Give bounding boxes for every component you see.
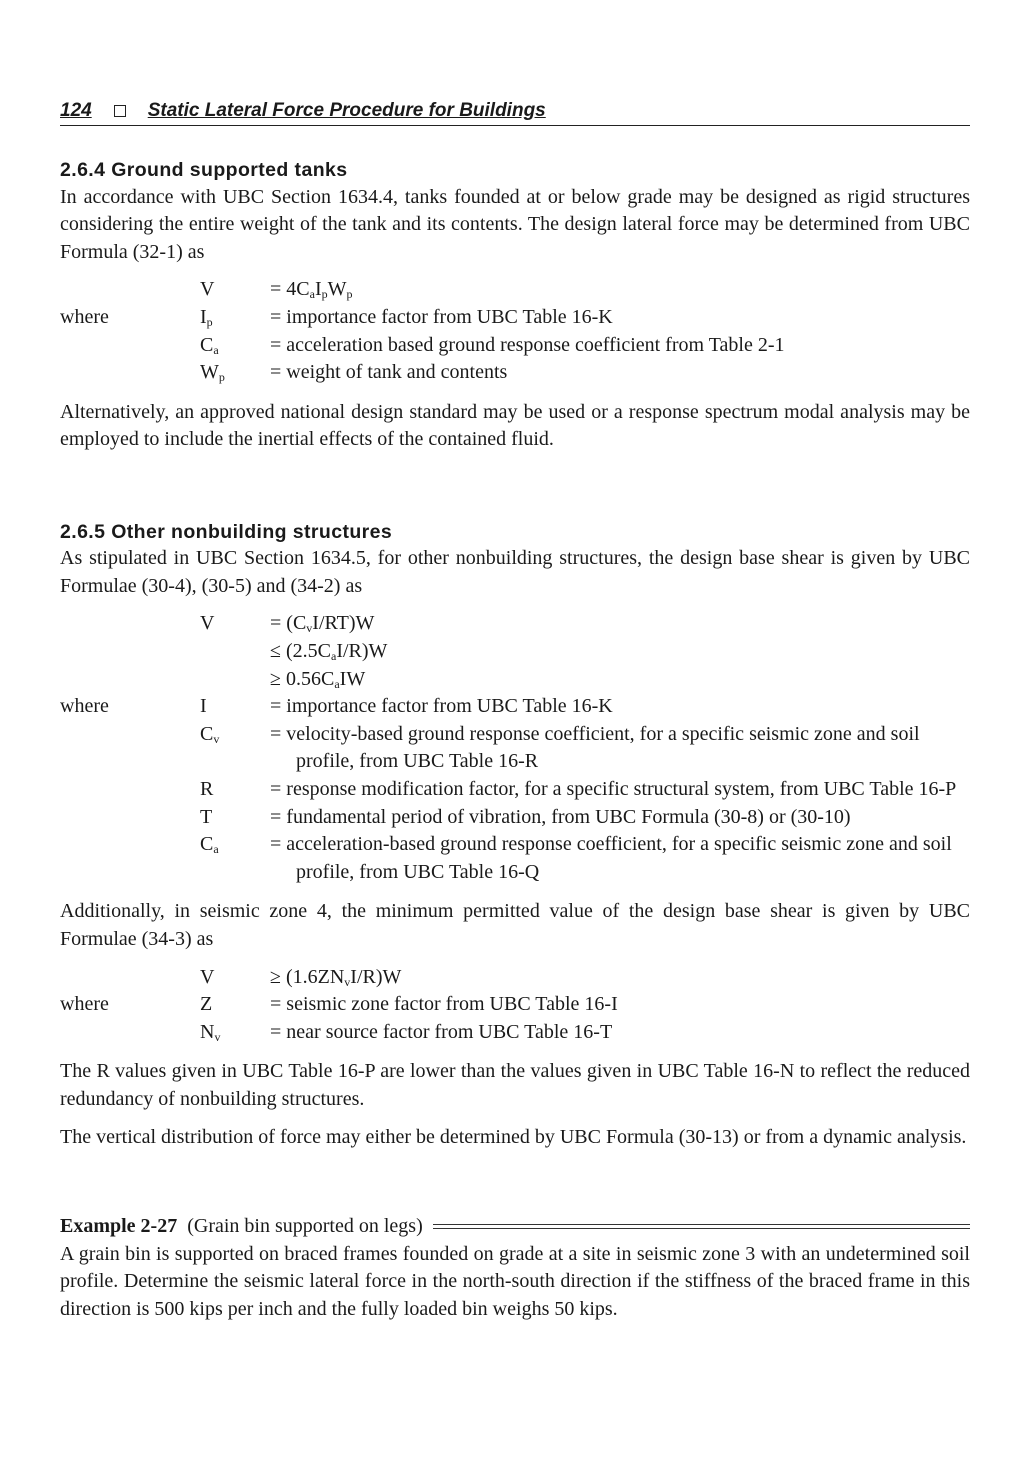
equation-row: where Z = seismic zone factor from UBC Table 16-I	[60, 991, 970, 1019]
equation-row: V = $4C_aI_pW_p$	[200, 278, 353, 302]
where-label: where	[60, 993, 109, 1016]
section-intro: In accordance with UBC Section 1634.4, tanks founded at or below grade may be designed as rigid structures considering the entire weight of the tank and its contents. The design lateral force may be determined from UBC Formula (32-1) as	[60, 185, 970, 263]
where-label: where	[60, 305, 109, 328]
equation-row: R = response modification factor, for a specific structural system, from UBC Table 16-P	[200, 778, 957, 800]
example-rule	[433, 1224, 970, 1229]
equation-block	[60, 964, 970, 1047]
section-intro: As stipulated in UBC Section 1634.5, for other nonbuilding structures, the design base shear is given by UBC Formulae (30-4), (30-5) and (34-2) as	[60, 547, 970, 597]
equation-row: where $I_p$ = importance factor from UBC Table 16-K	[60, 304, 970, 332]
section-heading: 2.6.4 Ground supported tanks	[60, 159, 348, 182]
equation-row: $C_v$ = velocity-based ground response coefficient, for a specific seismic zone and soil profile, from UBC Table 16-R	[200, 722, 920, 773]
vertical-distribution-paragraph: The vertical distribution of force may either be determined by UBC Formula (30-13) or from a dynamic analysis.	[60, 1125, 967, 1148]
equation-row: $C_a$ = acceleration based ground response coefficient from Table 2-1	[200, 333, 785, 357]
chapter-title: Static Lateral Force Procedure for Buildings	[147, 100, 546, 121]
page-number: 124	[60, 100, 92, 121]
section-2-6-4	[60, 158, 970, 454]
equation-block	[60, 610, 970, 886]
example-label: Example 2-27	[60, 1215, 178, 1238]
equation-row: T = fundamental period of vibration, from UBC Formula (30-8) or (30-10)	[200, 805, 851, 828]
section-closing: Alternatively, an approved national design standard may be used or a response spectrum modal analysis may be employed to include the inertial effects of the contained fluid.	[60, 400, 970, 451]
equation-row: V = $(C_vI/RT)W$	[200, 612, 375, 636]
section-2-6-5	[60, 520, 970, 1151]
equation-row: $N_v$ = near source factor from UBC Table 16-T	[200, 1020, 613, 1044]
equation-row: ≤ $(2.5C_aI/R)W$	[270, 640, 388, 664]
example-title: (Grain bin supported on legs)	[187, 1215, 423, 1238]
running-head	[60, 98, 970, 126]
section-heading: 2.6.5 Other nonbuilding structures	[60, 520, 393, 543]
example-2-27	[60, 1213, 970, 1323]
r-values-paragraph: The R values given in UBC Table 16-P are lower than the values given in UBC Table 16-N to reflect the reduced redundancy of nonbuilding structures.	[60, 1060, 970, 1110]
equation-row: $C_a$ = acceleration-based ground response coefficient, for a specific seismic zone and soil profile, from UBC Table 16-Q	[200, 833, 952, 883]
additional-paragraph: Additionally, in seismic zone 4, the minimum permitted value of the design base shear is given by UBC Formulae (34-3) as	[60, 900, 970, 950]
equation-row: V ≥ $(1.6ZN_vI/R)W$	[200, 965, 402, 989]
example-header	[60, 1213, 970, 1241]
where-label: where	[60, 695, 109, 718]
equation-block	[60, 276, 970, 386]
page	[60, 98, 970, 1324]
example-text: A grain bin is supported on braced frames founded on grade at a site in seismic zone 3 with an undetermined soil profile. Determine the seismic lateral force in the north-south direction if the stiffness of the braced frame in this direction is 500 kips per inch and the fully loaded bin weighs 50 kips.	[60, 1242, 970, 1320]
equation-row: ≥ $0.56C_aIW$	[270, 667, 366, 691]
square-bullet-icon	[114, 105, 126, 117]
equation-row: $W_p$ = weight of tank and contents	[200, 361, 508, 385]
equation-row: where I = importance factor from UBC Table 16-K	[60, 693, 970, 721]
